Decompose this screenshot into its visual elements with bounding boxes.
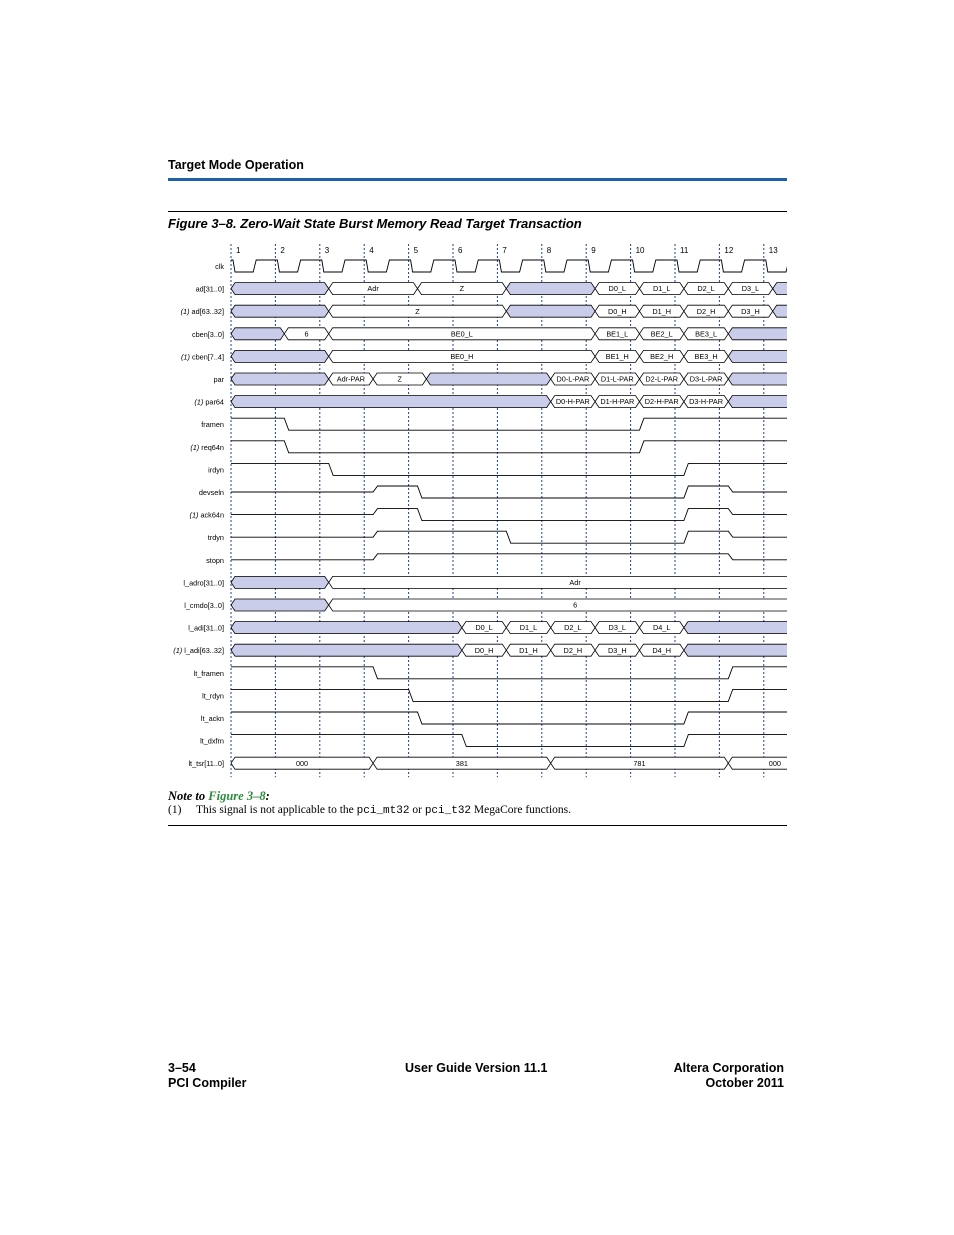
clock-number-label: 5 <box>413 246 419 255</box>
clock-number-label: 13 <box>768 246 778 255</box>
bus-undefined-segment <box>231 644 462 656</box>
timing-diagram <box>168 240 787 780</box>
footer-page-number: 3–54 <box>168 1061 196 1075</box>
bus-value-label: D3-H-PAR <box>689 397 724 407</box>
bus-value-label: D2_L <box>564 623 582 633</box>
bus-undefined-segment <box>231 328 284 340</box>
bus-undefined-segment <box>426 373 550 385</box>
signal-name: stopn <box>206 555 224 565</box>
bus-value-label: D0_L <box>475 623 493 633</box>
signal-note-marker: (1) <box>194 397 206 407</box>
clock-number-label: 4 <box>369 246 374 255</box>
bus-undefined-segment <box>231 350 329 362</box>
bus-undefined-segment <box>506 283 595 295</box>
bus-value-label: 6 <box>304 329 309 339</box>
bus-value-label: D3_H <box>741 306 760 316</box>
signal-label <box>201 420 224 429</box>
figure-bottom-rule <box>168 825 787 826</box>
signal-note-marker: (1) <box>180 352 192 362</box>
signal-note-marker: (1) <box>180 307 192 317</box>
bus-value-label: D1_L <box>519 623 538 633</box>
bus-value-label: D2_L <box>697 284 715 294</box>
footer-version: User Guide Version 11.1 <box>405 1061 548 1075</box>
signal-name: par64 <box>205 397 224 407</box>
clock-number-label: 10 <box>635 246 645 255</box>
bus-value-label: BE0_H <box>450 352 474 361</box>
signal-name: cben[3..0] <box>191 329 224 339</box>
signal-label <box>201 714 224 723</box>
bus-undefined-segment <box>728 328 787 340</box>
bus-value-label: D0_H <box>474 645 494 655</box>
page-header-title: Target Mode Operation <box>168 158 304 172</box>
signal-waveform <box>231 712 787 724</box>
bus-value-label: D0-H-PAR <box>555 397 590 407</box>
signal-label <box>196 285 224 294</box>
bus-value-label: D1-L-PAR <box>600 374 634 384</box>
signal-waveform <box>231 486 787 498</box>
signal-name: par <box>213 375 224 384</box>
figure-top-rule <box>168 211 787 212</box>
signal-name: ack64n <box>200 510 224 520</box>
bus-value-label: 000 <box>295 758 309 768</box>
signal-label <box>188 624 224 633</box>
bus-value-label: BE3_L <box>695 329 718 339</box>
footer-left <box>168 1061 247 1091</box>
footer-middle <box>405 1061 547 1076</box>
clock-number-label: 1 <box>236 246 241 255</box>
signal-label <box>194 398 224 407</box>
signal-label <box>183 578 224 587</box>
bus-value-label: 6 <box>573 600 578 610</box>
signal-name: ad[63..32] <box>191 307 224 317</box>
bus-value-label: D4_L <box>652 623 671 633</box>
clock-number-label: 9 <box>591 246 596 255</box>
footer-date: October 2011 <box>705 1076 784 1090</box>
signal-name: l_cmdo[3..0] <box>184 601 224 610</box>
note-item-1 <box>168 804 571 817</box>
signal-name: l_adi[31..0] <box>188 623 224 633</box>
bus-undefined-segment <box>231 599 329 611</box>
bus-value-label: D0_H <box>607 306 627 316</box>
bus-value-label: D2_H <box>563 645 583 655</box>
clock-waveform <box>231 260 787 272</box>
signal-name: clk <box>215 262 224 271</box>
signal-waveform <box>231 689 787 701</box>
footer-product: PCI Compiler <box>168 1076 247 1090</box>
signal-name: cben[7..4] <box>191 352 224 362</box>
signal-label <box>181 307 224 316</box>
signal-waveform <box>231 418 787 430</box>
bus-value-label: Adr-PAR <box>336 374 366 384</box>
note-code-b: pci_t32 <box>424 805 472 817</box>
bus-value-label: D3_L <box>608 623 627 633</box>
note-title: Note to <box>168 789 209 803</box>
bus-value-label: D4_H <box>652 645 672 655</box>
signal-name: lt_tsr[11..0] <box>188 759 224 769</box>
bus-value-label: D1-H-PAR <box>600 397 635 407</box>
signal-name: lt_ackn <box>200 714 224 723</box>
bus-value-segment <box>329 599 787 611</box>
note-text-a: This signal is not applicable to the <box>196 804 357 816</box>
bus-value-label: BE3_H <box>694 352 718 361</box>
signal-name: l_adi[63..32] <box>184 646 224 656</box>
note-number: (1) <box>168 804 182 816</box>
signal-label <box>192 330 224 339</box>
signal-label <box>200 737 224 746</box>
bus-undefined-segment <box>231 396 551 408</box>
signal-label <box>194 669 224 678</box>
bus-value-label: 781 <box>633 758 646 768</box>
bus-value-label: D3_L <box>741 284 760 294</box>
signal-label <box>199 488 224 497</box>
bus-value-label: BE1_H <box>605 352 629 361</box>
bus-value-label: BE2_L <box>650 329 673 339</box>
signal-waveform <box>231 531 787 543</box>
signal-name: lt_rdyn <box>202 691 224 701</box>
signal-waveform <box>231 667 787 679</box>
figure-note-heading <box>168 789 270 804</box>
signal-label <box>173 646 224 655</box>
bus-value-label: D2-H-PAR <box>644 397 679 407</box>
clock-number-label: 7 <box>502 246 507 255</box>
note-text-b: or <box>409 804 425 816</box>
note-code-a: pci_mt32 <box>356 805 410 817</box>
bus-undefined-segment <box>231 305 329 317</box>
signal-label <box>208 533 224 542</box>
clock-number-label: 6 <box>458 246 463 255</box>
bus-value-label: D1_L <box>652 284 671 294</box>
signal-name: lt_framen <box>193 668 224 678</box>
bus-undefined-segment <box>773 305 787 317</box>
signal-name: lt_dxfrn <box>200 736 224 746</box>
signal-waveform <box>231 735 787 747</box>
bus-value-label: 000 <box>768 758 781 768</box>
footer-company: Altera Corporation <box>673 1061 784 1075</box>
figure-caption: Figure 3–8. Zero-Wait State Burst Memory Read Target Transaction <box>168 216 582 231</box>
bus-undefined-segment <box>231 622 462 634</box>
signal-label <box>188 759 224 768</box>
signal-name: req64n <box>201 442 224 452</box>
clock-number-label: 8 <box>546 246 552 255</box>
bus-value-label: D1_H <box>652 306 672 316</box>
signal-name: framen <box>201 420 224 430</box>
bus-undefined-segment <box>773 283 787 295</box>
bus-undefined-segment <box>728 373 787 385</box>
bus-value-label: D1_H <box>519 645 538 655</box>
bus-undefined-segment <box>231 373 329 385</box>
signal-name: l_adro[31..0] <box>183 578 224 588</box>
bus-undefined-segment <box>231 576 329 588</box>
bus-undefined-segment <box>506 305 595 317</box>
bus-value-label: Z <box>397 374 402 384</box>
note-colon: : <box>265 789 270 803</box>
bus-value-label: D0-L-PAR <box>556 374 590 384</box>
signal-label <box>213 375 224 384</box>
bus-undefined-segment <box>728 350 787 362</box>
signal-waveform <box>231 463 787 475</box>
signal-label <box>202 691 224 700</box>
signal-label <box>215 262 224 271</box>
bus-value-label: D2-L-PAR <box>645 374 679 384</box>
bus-value-label: Z <box>459 284 465 294</box>
clock-number-label: 2 <box>280 246 285 255</box>
bus-value-label: D3_H <box>607 645 627 655</box>
bus-value-label: Adr <box>569 578 581 587</box>
bus-value-label: D0_L <box>608 284 627 294</box>
signal-label <box>181 352 224 361</box>
signal-note-marker: (1) <box>189 510 201 520</box>
signal-label <box>208 465 224 474</box>
signal-waveform <box>231 441 787 453</box>
signal-label <box>184 601 224 610</box>
signal-name: trdyn <box>207 533 224 543</box>
bus-value-label: 381 <box>455 758 468 768</box>
clock-number-label: 3 <box>324 246 330 255</box>
signal-waveform <box>231 509 787 521</box>
signal-waveform <box>231 554 787 560</box>
bus-value-label: BE2_H <box>650 352 674 361</box>
bus-undefined-segment <box>231 283 329 295</box>
bus-value-label: D2_H <box>696 306 716 316</box>
bus-value-label: Z <box>415 306 420 316</box>
signal-label <box>190 443 224 452</box>
bus-undefined-segment <box>728 396 787 408</box>
signal-name: irdyn <box>208 465 224 475</box>
bus-value-label: BE0_L <box>450 329 473 339</box>
note-figure-link[interactable]: Figure 3–8 <box>208 789 266 803</box>
signal-note-marker: (1) <box>173 646 185 656</box>
bus-value-label: BE1_L <box>606 329 629 339</box>
signal-note-marker: (1) <box>190 442 202 452</box>
bus-undefined-segment <box>684 644 787 656</box>
note-text-c: MegaCore functions. <box>471 804 571 816</box>
footer-right <box>674 1061 784 1091</box>
clock-number-label: 11 <box>680 246 689 255</box>
clock-number-label: 12 <box>724 246 734 255</box>
signal-name: devseln <box>198 488 224 497</box>
signal-label <box>206 556 224 565</box>
bus-value-segment <box>329 576 787 588</box>
header-rule <box>168 178 787 181</box>
bus-undefined-segment <box>684 622 787 634</box>
signal-name: ad[31..0] <box>195 284 224 294</box>
signal-label <box>190 511 224 520</box>
bus-value-label: Adr <box>367 284 379 294</box>
bus-value-label: D3-L-PAR <box>689 374 723 384</box>
